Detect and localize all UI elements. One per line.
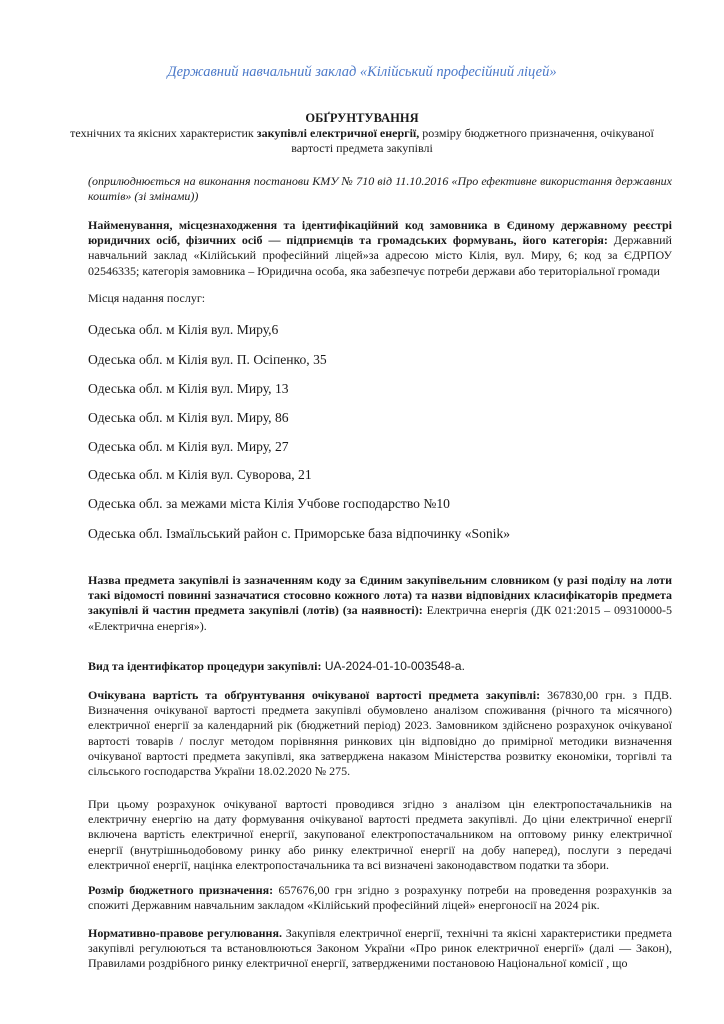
place-item: Одеська обл. м Кілія вул. Миру, 27 [88,439,289,454]
place-item: Одеська обл. за межами міста Кілія Учбове господарство №10 [88,496,450,511]
customer-section [88,218,672,279]
place-item: Одеська обл. м Кілія вул. П. Осіпенко, 35 [88,352,327,367]
procedure-id: UA-2024-01-10-003548-a. [321,659,465,673]
budget-section [88,883,672,913]
budget-value: 657676,00 грн згідно з розрахунку потреби на проведення розрахунків за спожиті Державним навчальним закладом «Кілійський професійний ліцей» енергоносії на 2024 рік. [88,883,672,913]
subject-label: Назва предмета закупівлі із зазначенням коду за Єдиним закупівельним словником (у разі поділу на лоти такі відомості повинні зазначатися стосовно кожного лота) та назви відповідних класифікаторів предмета закупівлі й частин предмета закупівлі (лотів) (за наявності): [88,573,672,618]
subtitle-text-post: розміру бюджетного призначення, очікуваної вартості предмета закупівлі [291,126,654,155]
subject-value: Електрична енергія (ДК 021:2015 – 09310000-5 «Електрична енергія»). [88,603,672,633]
expected-cost-section [88,688,672,779]
procedure-section [88,659,672,674]
place-item: Одеська обл. Ізмаїльський район с. Приморське база відпочинку «Sonik» [88,526,511,541]
publication-note: (оприлюднюється на виконання постанови КМУ № 710 від 11.10.2016 «Про ефективне використання державних коштів» (зі змінами)) [88,174,672,204]
expected-cost-label: Очікувана вартість та обґрунтування очікуваної вартості предмета закупівлі: [88,688,541,702]
regulation-label: Нормативно-правове регулювання. [88,926,282,940]
subject-section [88,573,672,634]
place-item: Одеська обл. м Кілія вул. Миру, 86 [88,410,289,425]
customer-label: Найменування, місцезнаходження та ідентифікаційний код замовника в Єдиному державному реєстрі юридичних осіб, фізичних осіб — підприємців та громадських формувань, його категорія: [88,218,672,248]
places-label: Місця надання послуг: [88,291,206,305]
budget-label: Розмір бюджетного призначення: [88,883,274,897]
procedure-label: Вид та ідентифікатор процедури закупівлі: [88,659,322,673]
place-item: Одеська обл. м Кілія вул. Миру, 13 [88,381,289,396]
place-item: Одеська обл. м Кілія вул. Миру,6 [88,322,279,337]
expected-cost-value: 367830,00 грн. з ПДВ. Визначення очікуваної вартості предмета закупівлі обумовлено аналізом споживання (річного та місячного) електричної енергії за календарний рік (бюджетний період) 2023. Замовником здійснено розрахунок очікуваної вартості товарів / послуг методом порівняння ринкових цін відповідно до примірної методики визначення очікуваної вартості предмета закупівлі, яка затверджена наказом Міністерства розвитку економіки, торгівлі та сільського господарства України 18.02.2020 № 275. [88,688,672,779]
subtitle-text-bold: закупівлі електричної енергії, [256,126,420,140]
regulation-value: Закупівля електричної енергії, технічні та якісні характеристики предмета закупівлі регулюються та встановлюються Законом України «Про ринок електричної енергії» (далі — Закон), Правилами роздрібного ринку електричної енергії, затвердженими постановою Національної комісії , що [88,926,672,971]
customer-value: Державний навчальний заклад «Кілійський професійний ліцей»за адресою місто Кілія, вул. Миру, 6; код за ЄДРПОУ 02546335; категорія замовника – Юридична особа, яка забезпечує потреби держави або територіальної громади [88,233,672,278]
subtitle-text-pre: технічних та якісних характеристик [70,126,257,140]
institution-title: Державний навчальний заклад «Кілійський професійний ліцей» [167,64,557,80]
place-item: Одеська обл. м Кілія вул. Суворова, 21 [88,467,312,482]
regulation-section [88,926,672,972]
calculation-paragraph: При цьому розрахунок очікуваної вартості проводився згідно з аналізом цін електропостачальників на електричну енергію на дату формування очікуваної вартості предмета закупівлі. До ціни електричної енергії включена вартість електричної енергії, закупованої електропостачальником на оптовому ринку електричної енергії (внутрішньодобовому ринку або ринку електричної енергії на добу наперед), послуги з передачі електричної енергії, націнка електропостачальника та всі визначені законодавством податки та збори. [88,797,672,872]
document-title: ОБҐРУНТУВАННЯ [305,111,419,125]
document-subtitle [60,126,664,156]
